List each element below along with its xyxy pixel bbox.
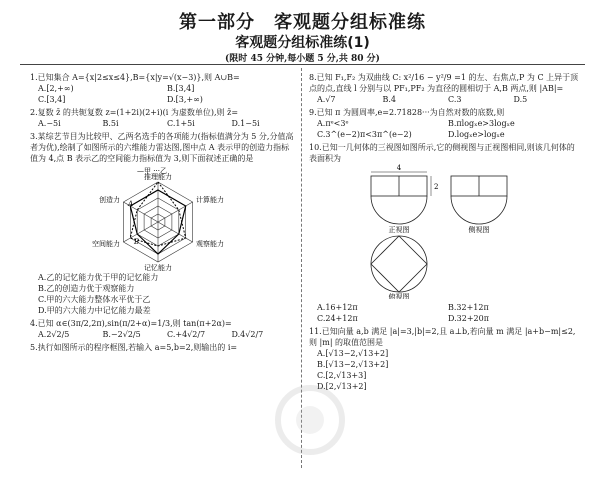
radar-label-space: 空间能力 bbox=[92, 240, 120, 248]
dimension-width: 4 bbox=[396, 164, 402, 172]
part-title: 第一部分 客观题分组标准练 bbox=[179, 12, 426, 33]
radar-label-creativity: 创造力 bbox=[99, 196, 120, 204]
question-10-options bbox=[309, 302, 579, 324]
option: A.16+12π bbox=[317, 303, 358, 312]
header-rule bbox=[20, 64, 585, 65]
radar-label-observation: 观察能力 bbox=[196, 240, 224, 248]
watermark-logo bbox=[270, 380, 350, 460]
question-8-options bbox=[309, 94, 579, 105]
option: B.πlogₓe>3logₓe bbox=[448, 119, 515, 128]
question-3: 3.某综艺节目为比较甲、乙两名选手的各项能力(指标值满分为 5 分,分值高者为优),绘制了如图所示的六维能力雷达图,图中点 A 表示甲的创造力指标值为 4,点 B 表示乙的空间能力指标值为 3,则下面叙述正确的是 bbox=[30, 132, 294, 163]
option: C.+4√2/7 bbox=[167, 330, 206, 339]
option: B.−2√2/5 bbox=[102, 330, 141, 339]
option: C.3 bbox=[448, 95, 462, 104]
question-4-options bbox=[30, 329, 296, 340]
radar-legend: —甲 ···乙 bbox=[137, 167, 167, 175]
option: D.甲的六大能力中记忆能力最差 bbox=[38, 306, 151, 315]
option: A.[√13−2,√13+2] bbox=[317, 349, 389, 358]
radar-label-memory: 记忆能力 bbox=[144, 264, 172, 272]
option: D.4√2/7 bbox=[231, 330, 264, 339]
question-9-options bbox=[309, 118, 579, 140]
option: C.[3,4] bbox=[38, 95, 66, 104]
option: B.4 bbox=[382, 95, 397, 104]
question-10: 10.已知一几何体的三视图如图所示,它的侧视图与正视图相同,则该几何体的表面积为 bbox=[309, 143, 575, 163]
option: D.5 bbox=[513, 95, 528, 104]
option: B.5i bbox=[102, 119, 119, 128]
option: A.−5i bbox=[38, 119, 61, 128]
option: A.乙的记忆能力优于甲的记忆能力 bbox=[38, 273, 159, 282]
exercise-title: 客观题分组标准练(1) bbox=[235, 35, 370, 51]
front-view-caption: 正视图 bbox=[388, 226, 410, 234]
option: B.32+12π bbox=[448, 303, 489, 312]
option: B.[3,4] bbox=[167, 84, 195, 93]
point-B-label: B bbox=[134, 238, 140, 246]
side-view-caption: 侧视图 bbox=[468, 226, 490, 234]
option: D.[3,+∞) bbox=[167, 95, 203, 104]
radar-chart bbox=[48, 164, 278, 272]
dimension-height: 2 bbox=[434, 183, 439, 191]
time-limit-note: (限时 45 分钟,每小题 5 分,共 80 分) bbox=[225, 54, 380, 64]
option: C.[2,√13+3] bbox=[317, 371, 367, 380]
radar-label-calculation: 计算能力 bbox=[196, 196, 224, 204]
option: A.2√2/5 bbox=[38, 330, 70, 339]
question-1-options bbox=[30, 83, 296, 105]
question-8: 8.已知 F₁,F₂ 为双曲线 C: x²/16 − y²/9 =1 的左、右焦点,P 为 C 上异于顶点的点,直线 l 分别与以 PF₁,PF₂ 为直径的圆相切于 A,B 两点,则 |AB|= bbox=[309, 73, 579, 93]
option: D.[2,√13+2] bbox=[317, 382, 367, 391]
point-A-label: A bbox=[128, 200, 134, 208]
question-4: 4.已知 α∈(3π/2,2π),sin(π/2+α)=1/3,则 tan(π+2α)= bbox=[30, 319, 232, 328]
question-11: 11.已知向量 a,b 满足 |a|=3,|b|=2,且 a⊥b,若向量 m 满足 |a+b−m|≤2,则 |m| 的取值范围是 bbox=[309, 327, 576, 347]
three-view-figure bbox=[309, 164, 579, 299]
option: B.乙的创造力优于观察能力 bbox=[38, 284, 135, 293]
option: B.[√13−2,√13+2] bbox=[317, 360, 389, 369]
left-column bbox=[30, 72, 296, 353]
radar-label-reasoning: 推理能力 bbox=[144, 173, 172, 181]
question-3-options bbox=[30, 272, 296, 316]
question-2-options bbox=[30, 118, 296, 129]
option: D.1−5i bbox=[231, 119, 260, 128]
option: A.[2,+∞) bbox=[38, 84, 74, 93]
question-5: 5.执行如图所示的程序框图,若输入 a=5,b=2,则输出的 i= bbox=[30, 343, 238, 352]
question-1: 1.已知集合 A={x|2≤x≤4},B={x|y=√(x−3)},则 A∪B= bbox=[30, 73, 240, 82]
option: D.32+20π bbox=[448, 314, 489, 323]
option: A.√7 bbox=[317, 95, 336, 104]
question-2: 2.复数 z̄ 的共轭复数 z=(1+2i)(2+i)(i 为虚数单位),则 z̄= bbox=[30, 108, 239, 117]
option: C.3^(e−2)π<3π^(e−2) bbox=[317, 130, 412, 139]
option: C.24+12π bbox=[317, 314, 358, 323]
option: D.logₓe>logₓe bbox=[448, 130, 505, 139]
right-column bbox=[309, 72, 579, 392]
option: C.甲的六大能力整体水平优于乙 bbox=[38, 295, 151, 304]
question-9: 9.已知 π 为圆周率,e=2.71828···为自然对数的底数,则 bbox=[309, 108, 505, 117]
option: A.πᵉ<3ᵉ bbox=[317, 119, 349, 128]
top-view-caption: 俯视图 bbox=[388, 293, 410, 299]
option: C.1+5i bbox=[167, 119, 195, 128]
